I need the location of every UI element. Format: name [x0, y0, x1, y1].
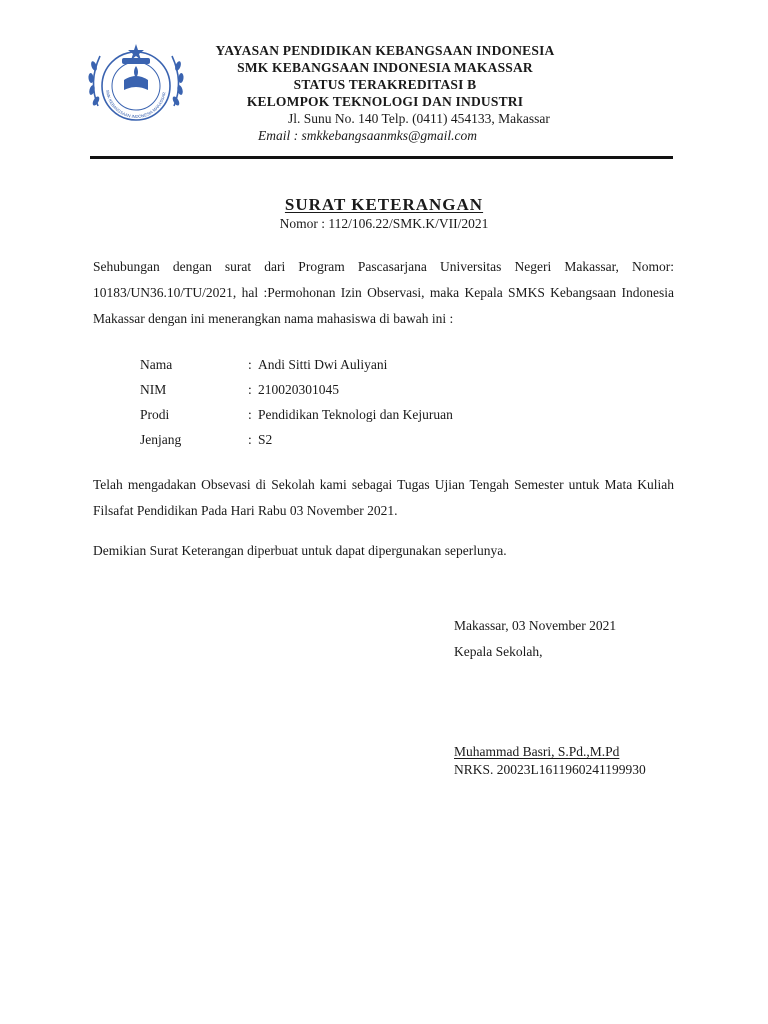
- school-group: KELOMPOK TEKNOLOGI DAN INDUSTRI: [246, 94, 524, 109]
- signatory-name: Muhammad Basri, S.Pd.,M.Pd: [454, 744, 620, 759]
- school-email: Email : smkkebangsaanmks@gmail.com: [258, 128, 478, 143]
- logo-text: SMK KEBANGSAAN INDONESIA MAKASSAR: [105, 89, 167, 120]
- body-paragraph: Telah mengadakan Obsevasi di Sekolah kami sebagai Tugas Ujian Tengah Semester untuk Mata Kuliah Filsafat Pendidikan Pada Hari Rabu 03 November 2021.: [93, 477, 674, 518]
- signatory-nrks: NRKS. 20023L1611960241199930: [454, 762, 646, 777]
- field-value: Pendidikan Teknologi dan Kejuruan: [258, 407, 453, 422]
- intro-paragraph: Sehubungan dengan surat dari Program Pascasarjana Universitas Negeri Makassar, Nomor: 10183/UN36.10/TU/2021, hal :Permohonan Izin Observasi, maka Kepala SMKS Kebangsaan Indonesia Makassar dengan ini menerangkan nama mahasiswa di bawah ini :: [93, 259, 674, 326]
- school-name: SMK KEBANGSAAN INDONESIA MAKASSAR: [237, 60, 533, 75]
- field-value: Andi Sitti Dwi Auliyani: [258, 357, 388, 372]
- letter-number: Nomor : 112/106.22/SMK.K/VII/2021: [279, 216, 489, 231]
- closing-paragraph: Demikian Surat Keterangan diperbuat untuk dapat dipergunakan seperlunya.: [93, 543, 507, 558]
- letter-title: SURAT KETERANGAN: [284, 195, 484, 214]
- field-label: Prodi: [140, 407, 170, 422]
- field-label: Jenjang: [140, 432, 182, 447]
- header-divider: [90, 156, 673, 159]
- field-label: Nama: [140, 357, 173, 372]
- field-label: NIM: [140, 382, 167, 397]
- signature-position: Kepala Sekolah,: [454, 644, 543, 659]
- field-value: 210020301045: [258, 382, 339, 397]
- signature-place-date: Makassar, 03 November 2021: [454, 618, 617, 633]
- foundation-name: YAYASAN PENDIDIKAN KEBANGSAAN INDONESIA: [215, 43, 555, 58]
- accreditation-status: STATUS TERAKREDITASI B: [293, 77, 477, 92]
- field-value: S2: [258, 432, 273, 447]
- school-address: Jl. Sunu No. 140 Telp. (0411) 454133, Makassar: [288, 111, 550, 126]
